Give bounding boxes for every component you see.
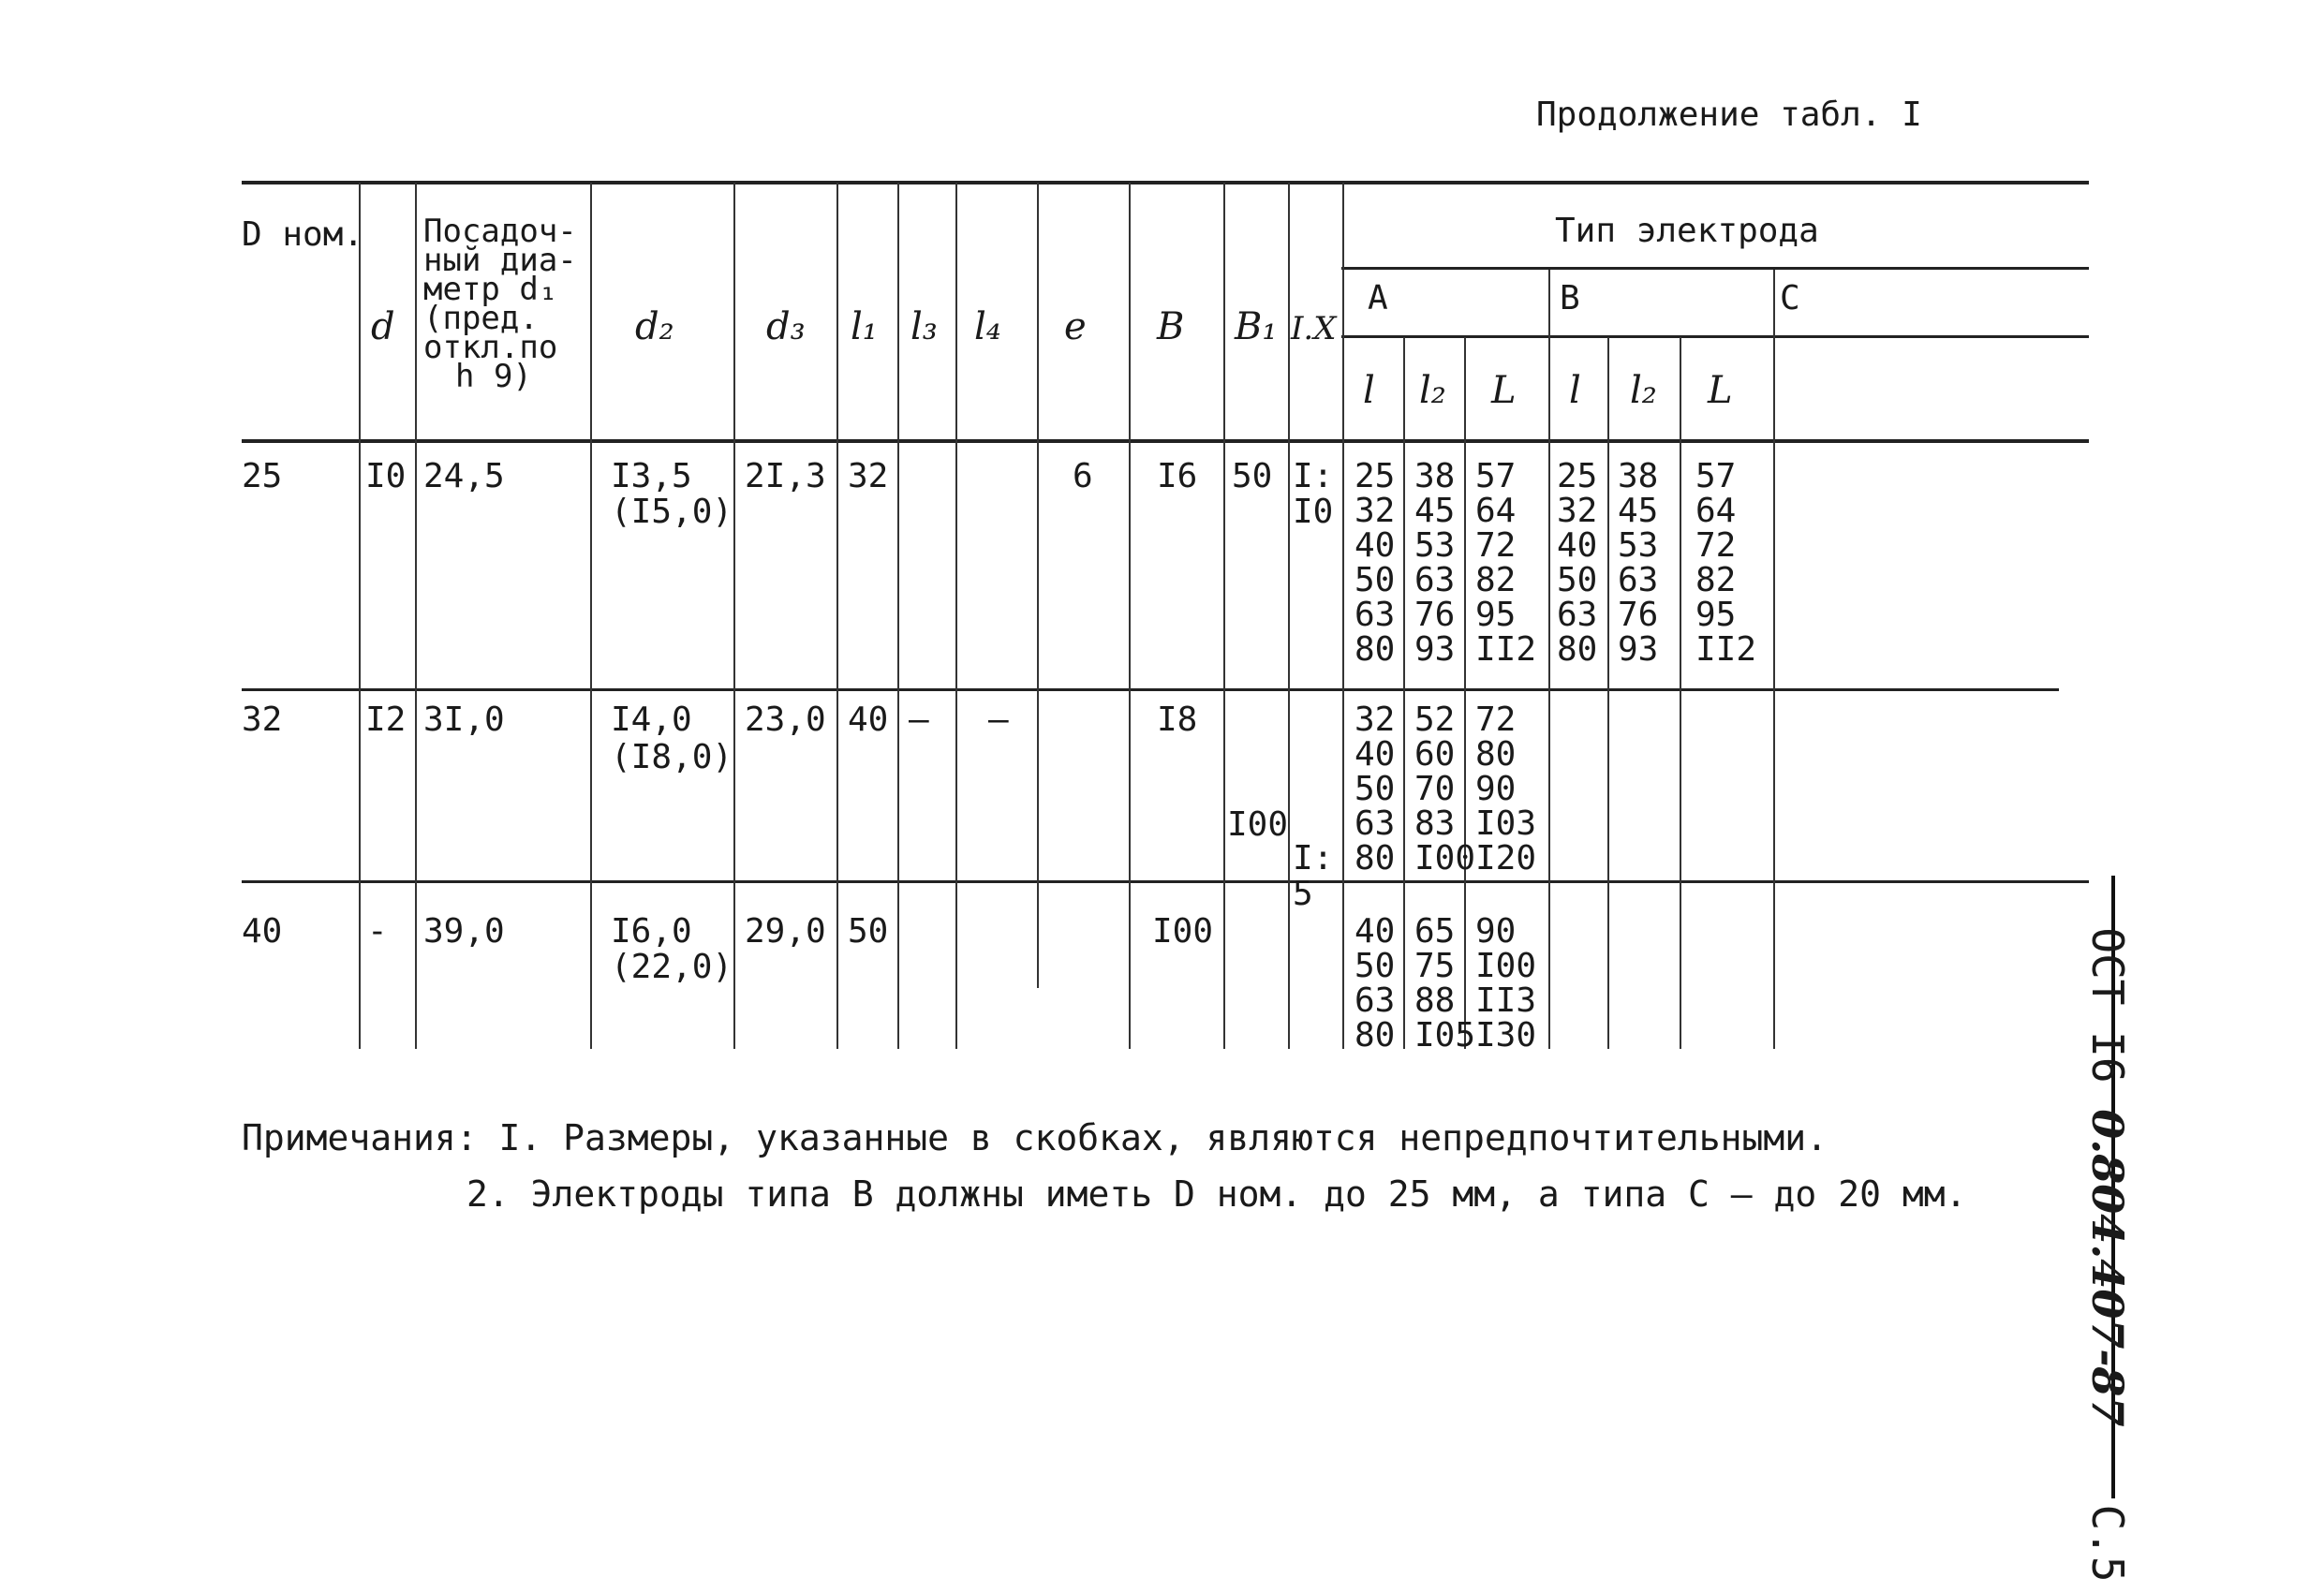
row-40-d2: I6,0 [611, 912, 692, 951]
row-32-ix-2: 5 [1293, 875, 1313, 913]
row-25-l1: 32 [848, 457, 889, 495]
header-e: e [1064, 305, 1087, 348]
row-25-b-l: 25 32 40 50 63 80 [1557, 457, 1598, 669]
row-32-d2: I4,0 [611, 701, 692, 739]
header-l3: l₃ [910, 305, 938, 348]
row-40-a-l2: 65 75 88 I05 [1414, 912, 1476, 1055]
header-a-L: L [1491, 369, 1517, 412]
row-40-b: I00 [1152, 912, 1214, 951]
col-sep-11 [1288, 183, 1290, 1049]
header-a-l: l [1363, 369, 1375, 412]
header-b-l2: l₂ [1630, 369, 1657, 412]
header-posad-line-6: h 9) [455, 358, 532, 395]
header-a-l2: l₂ [1419, 369, 1446, 412]
row-25-ix-2: I0 [1293, 493, 1334, 531]
header-posad-line-5: откл.по [423, 329, 558, 366]
header-b: B [1157, 305, 1185, 348]
row-32-d2-alt: (I8,0) [611, 738, 733, 776]
row-25-d3: 2I,3 [745, 457, 826, 495]
row-25-ix: I: [1293, 457, 1334, 495]
row-25-a-l: 25 32 40 50 63 80 [1354, 457, 1396, 669]
row-32-l4: – [988, 701, 1009, 739]
col-sep-8 [1037, 183, 1039, 988]
row-32-l1: 40 [848, 701, 889, 739]
table-top-rule [242, 181, 2089, 184]
header-l1: l₁ [851, 305, 878, 348]
row-32-a-l: 32 40 50 63 80 [1354, 701, 1396, 878]
row-40-a-l: 40 50 63 80 [1354, 912, 1396, 1055]
row-25-a-L: 57 64 72 82 95 II2 [1475, 457, 1537, 669]
subtype-header-rule [1341, 335, 2089, 338]
col-sep-13 [1403, 337, 1405, 1049]
row-25-d1: 24,5 [423, 457, 505, 495]
header-b1: B₁ [1235, 305, 1278, 348]
row-25-d: I0 [365, 457, 407, 495]
col-sep-17 [1680, 337, 1681, 1049]
header-posad-line-4: (пред. [423, 300, 539, 337]
header-posad-line-3: метр d₁ [423, 271, 558, 308]
row-40-l1: 50 [848, 912, 889, 951]
note-line-2: 2. Электроды типа B должны иметь D ном. до 25 мм, а типа C – до 20 мм. [466, 1173, 1967, 1215]
row-32-b: I8 [1157, 701, 1198, 739]
row-25-a-l2: 38 45 53 63 76 93 [1414, 457, 1456, 669]
row-40-d3: 29,0 [745, 912, 826, 951]
row-25-b1: 50 [1232, 457, 1273, 495]
row-40-d1: 39,0 [423, 912, 505, 951]
side-stamp-spacer [2082, 1426, 2133, 1504]
row-40-d2-alt: (22,0) [611, 948, 733, 986]
header-d3: d₃ [766, 305, 806, 348]
col-sep-1 [359, 183, 361, 1049]
header-b-l: l [1569, 369, 1581, 412]
header-l4: l₄ [974, 305, 1001, 348]
col-sep-9 [1129, 183, 1131, 1049]
row-32-d3: 23,0 [745, 701, 826, 739]
row-25-e: 6 [1073, 457, 1093, 495]
header-posad-line-2: ный диа- [423, 242, 577, 279]
header-type-b: B [1560, 279, 1580, 317]
header-d-nom: D ном. [242, 215, 364, 254]
col-sep-7 [955, 183, 957, 1049]
row-40-d-nom: 40 [242, 912, 283, 951]
col-sep-4 [733, 183, 735, 1049]
row-32-a-l2: 52 60 70 83 I00 [1414, 701, 1476, 878]
col-sep-16 [1607, 337, 1609, 1049]
header-posad-line-1: Посадоч- [423, 213, 577, 250]
row-32-d: I2 [365, 701, 407, 739]
header-type-a: A [1368, 279, 1388, 317]
row-40-a-L: 90 I00 II3 I30 [1475, 912, 1537, 1055]
row-32-d1: 3I,0 [423, 701, 505, 739]
col-sep-5 [836, 183, 838, 1049]
header-type-c: C [1780, 279, 1800, 317]
row-25-d-nom: 25 [242, 457, 283, 495]
col-sep-6 [897, 183, 899, 1049]
row-25-b-L: 57 64 72 82 95 II2 [1695, 457, 1757, 669]
type-header-rule [1341, 267, 2089, 270]
header-bottom-rule [242, 439, 2089, 443]
side-stamp-page: С.5 [2082, 1504, 2133, 1583]
header-d: d [371, 305, 395, 348]
row-32-a-L: 72 80 90 I03 I20 [1475, 701, 1537, 878]
col-sep-10 [1223, 183, 1225, 1049]
row-32-ix: I: [1293, 839, 1334, 878]
col-sep-12 [1342, 183, 1344, 1049]
col-sep-15 [1548, 270, 1550, 1049]
row-32-b1: I00 [1227, 805, 1289, 844]
col-sep-18 [1773, 270, 1775, 1049]
note-line-1: Примечания: I. Размеры, указанные в скобках, являются непредпочтительными. [242, 1117, 1828, 1158]
row-32-l3: – [909, 701, 929, 739]
row-rule-2 [242, 880, 2089, 883]
table-caption: Продолжение табл. I [1536, 96, 1922, 134]
header-d2: d₂ [635, 305, 674, 348]
row-32-d-nom: 32 [242, 701, 283, 739]
row-25-b: I6 [1157, 457, 1198, 495]
row-40-d: - [367, 912, 388, 951]
col-sep-2 [415, 183, 417, 1049]
header-electrode-type: Тип электрода [1555, 212, 1819, 250]
side-stamp [2084, 876, 2178, 1583]
header-b-L: L [1708, 369, 1733, 412]
row-25-b-l2: 38 45 53 63 76 93 [1618, 457, 1659, 669]
side-stamp-code: 0.804.407-87 [2082, 1109, 2133, 1427]
header-ix: I.X [1291, 310, 1337, 347]
row-25-d2-alt: (I5,0) [611, 493, 733, 531]
row-rule-1 [242, 688, 2059, 691]
row-25-d2: I3,5 [611, 457, 692, 495]
side-stamp-prefix: ОСТ I6 [2082, 927, 2133, 1110]
col-sep-3 [590, 183, 592, 1049]
